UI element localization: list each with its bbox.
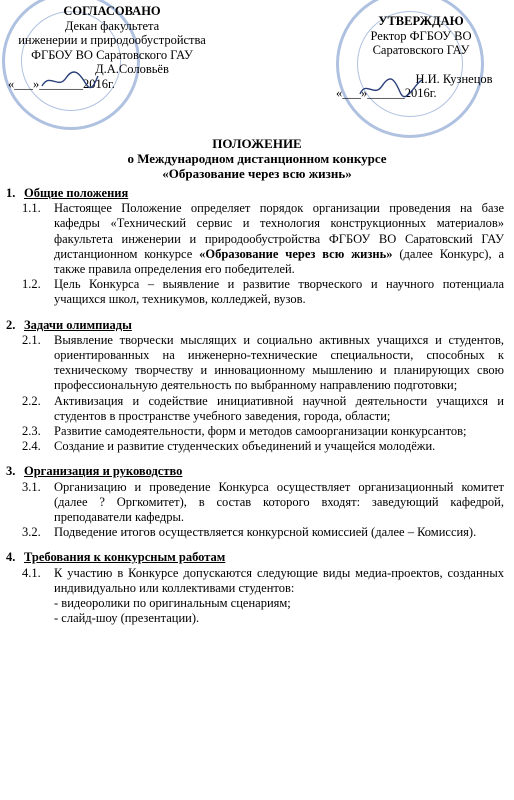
clause-text: Подведение итогов осуществляется конкурсной комиссией (далее – Комиссия). [54, 525, 477, 540]
clause-text-end: (далее Конкурс), а также правила определения его победителей. [54, 246, 505, 277]
approval-right-line2: Саратовского ГАУ [372, 43, 470, 57]
approval-left-date: «___»_______2016г. [8, 76, 115, 91]
clause-number: 2.1. [22, 332, 41, 347]
section-title: Общие положения [24, 186, 129, 200]
clause-number: 2.2. [22, 393, 41, 408]
clause-2-3 [0, 424, 514, 439]
clause-4-1 [0, 566, 514, 596]
section-heading [0, 318, 514, 333]
clause-text: Организацию и проведение Конкурса осуществляет организационный комитет (далее ? Оргкомитет), в состав которого входят: заведующий кафедрой, преподаватели кафедры. [54, 479, 504, 525]
contest-name-inline: «Образование через всю жизнь» [199, 246, 393, 261]
clause-text: Выявление творчески мыслящих и социально активных учащихся и студентов, ориентированных на инженерно-технические специальности, способных к техническому творчеству и инновационному мышлению и планирующих свою профессиональную деятельность по выбранному направлению подготовки; [54, 332, 504, 393]
clause-text: Активизация и содействие инициативной научной деятельности учащихся и студентов в пространстве учебного заведения, города, области; [54, 393, 504, 423]
clause-number: 2.3. [22, 424, 41, 439]
clause-3-2 [0, 525, 514, 540]
section-title: Задачи олимпиады [24, 317, 132, 332]
rector-signature [358, 76, 424, 100]
document-title: ПОЛОЖЕНИЕ [212, 136, 302, 151]
section-number: 1. [6, 186, 16, 200]
clause-3-1 [0, 480, 514, 526]
clause-2-4 [0, 439, 514, 454]
section-number: 2. [6, 317, 16, 332]
dean-signature [40, 70, 100, 92]
clause-text: Настоящее Положение определяет порядок организации проведения на базе кафедры «Технический сервис и технология конструкционных материалов» факультета инженерии и природообустройства ФГБОУ ВО Саратовский ГАУ дистанционном конкурсе [54, 201, 504, 261]
list-item: - слайд-шоу (презентации). [54, 611, 200, 626]
clause-text: Создание и развитие студенческих объединений и учащейся молодёжи. [54, 439, 436, 454]
approval-right-line1: Ректор ФГБОУ ВО [370, 28, 472, 43]
document-body [0, 186, 514, 626]
approval-right-date: «___»______2016г. [336, 86, 437, 100]
clause-number: 3.1. [22, 479, 41, 494]
section-heading [0, 186, 514, 201]
clause-number: 1.1. [22, 201, 41, 216]
clause-number: 1.2. [22, 277, 41, 292]
approval-left-heading: СОГЛАСОВАНО [63, 4, 161, 18]
section-title: Организация и руководство [24, 464, 183, 479]
clause-text: К участию в Конкурсе допускаются следующие виды медиа-проектов, созданных индивидуально или коллективами студентов: [54, 565, 504, 595]
clause-number: 4.1. [22, 565, 41, 580]
clause-1-2 [0, 277, 514, 307]
approval-left-signer: Д.А.Соловьёв [95, 62, 169, 76]
list-item: - видеоролики по оригинальным сценариям; [54, 596, 291, 611]
approval-right-signer: Н.И. Кузнецов [415, 71, 493, 86]
section-number: 3. [6, 464, 16, 479]
clause-2-1 [0, 333, 514, 394]
approval-right-heading: УТВЕРЖДАЮ [378, 14, 464, 28]
approval-left-line1: Декан факультета [64, 18, 160, 33]
section-heading [0, 464, 514, 479]
clause-number: 3.2. [22, 525, 41, 540]
approval-left-line3: ФГБОУ ВО Саратовского ГАУ [31, 47, 193, 62]
clause-text: Цель Конкурса – выявление и развитие творческого и научного потенциала учащихся школ, техникумов, колледжей, вузов. [54, 277, 504, 307]
section-number: 4. [6, 550, 16, 565]
section-heading [0, 550, 514, 565]
clause-number: 2.4. [22, 439, 41, 454]
clause-1-1 [0, 201, 514, 277]
document-subtitle: о Международном дистанционном конкурсе [127, 151, 387, 166]
approval-left-block [2, 4, 222, 91]
clause-2-2 [0, 394, 514, 424]
contest-name: «Образование через всю жизнь» [162, 166, 352, 181]
clause-text: Развитие самодеятельности, форм и методов самоорганизации конкурсантов; [54, 424, 467, 439]
approval-left-line2: инженерии и природообустройства [18, 33, 206, 47]
section-title: Требования к конкурсным работам [24, 550, 226, 565]
